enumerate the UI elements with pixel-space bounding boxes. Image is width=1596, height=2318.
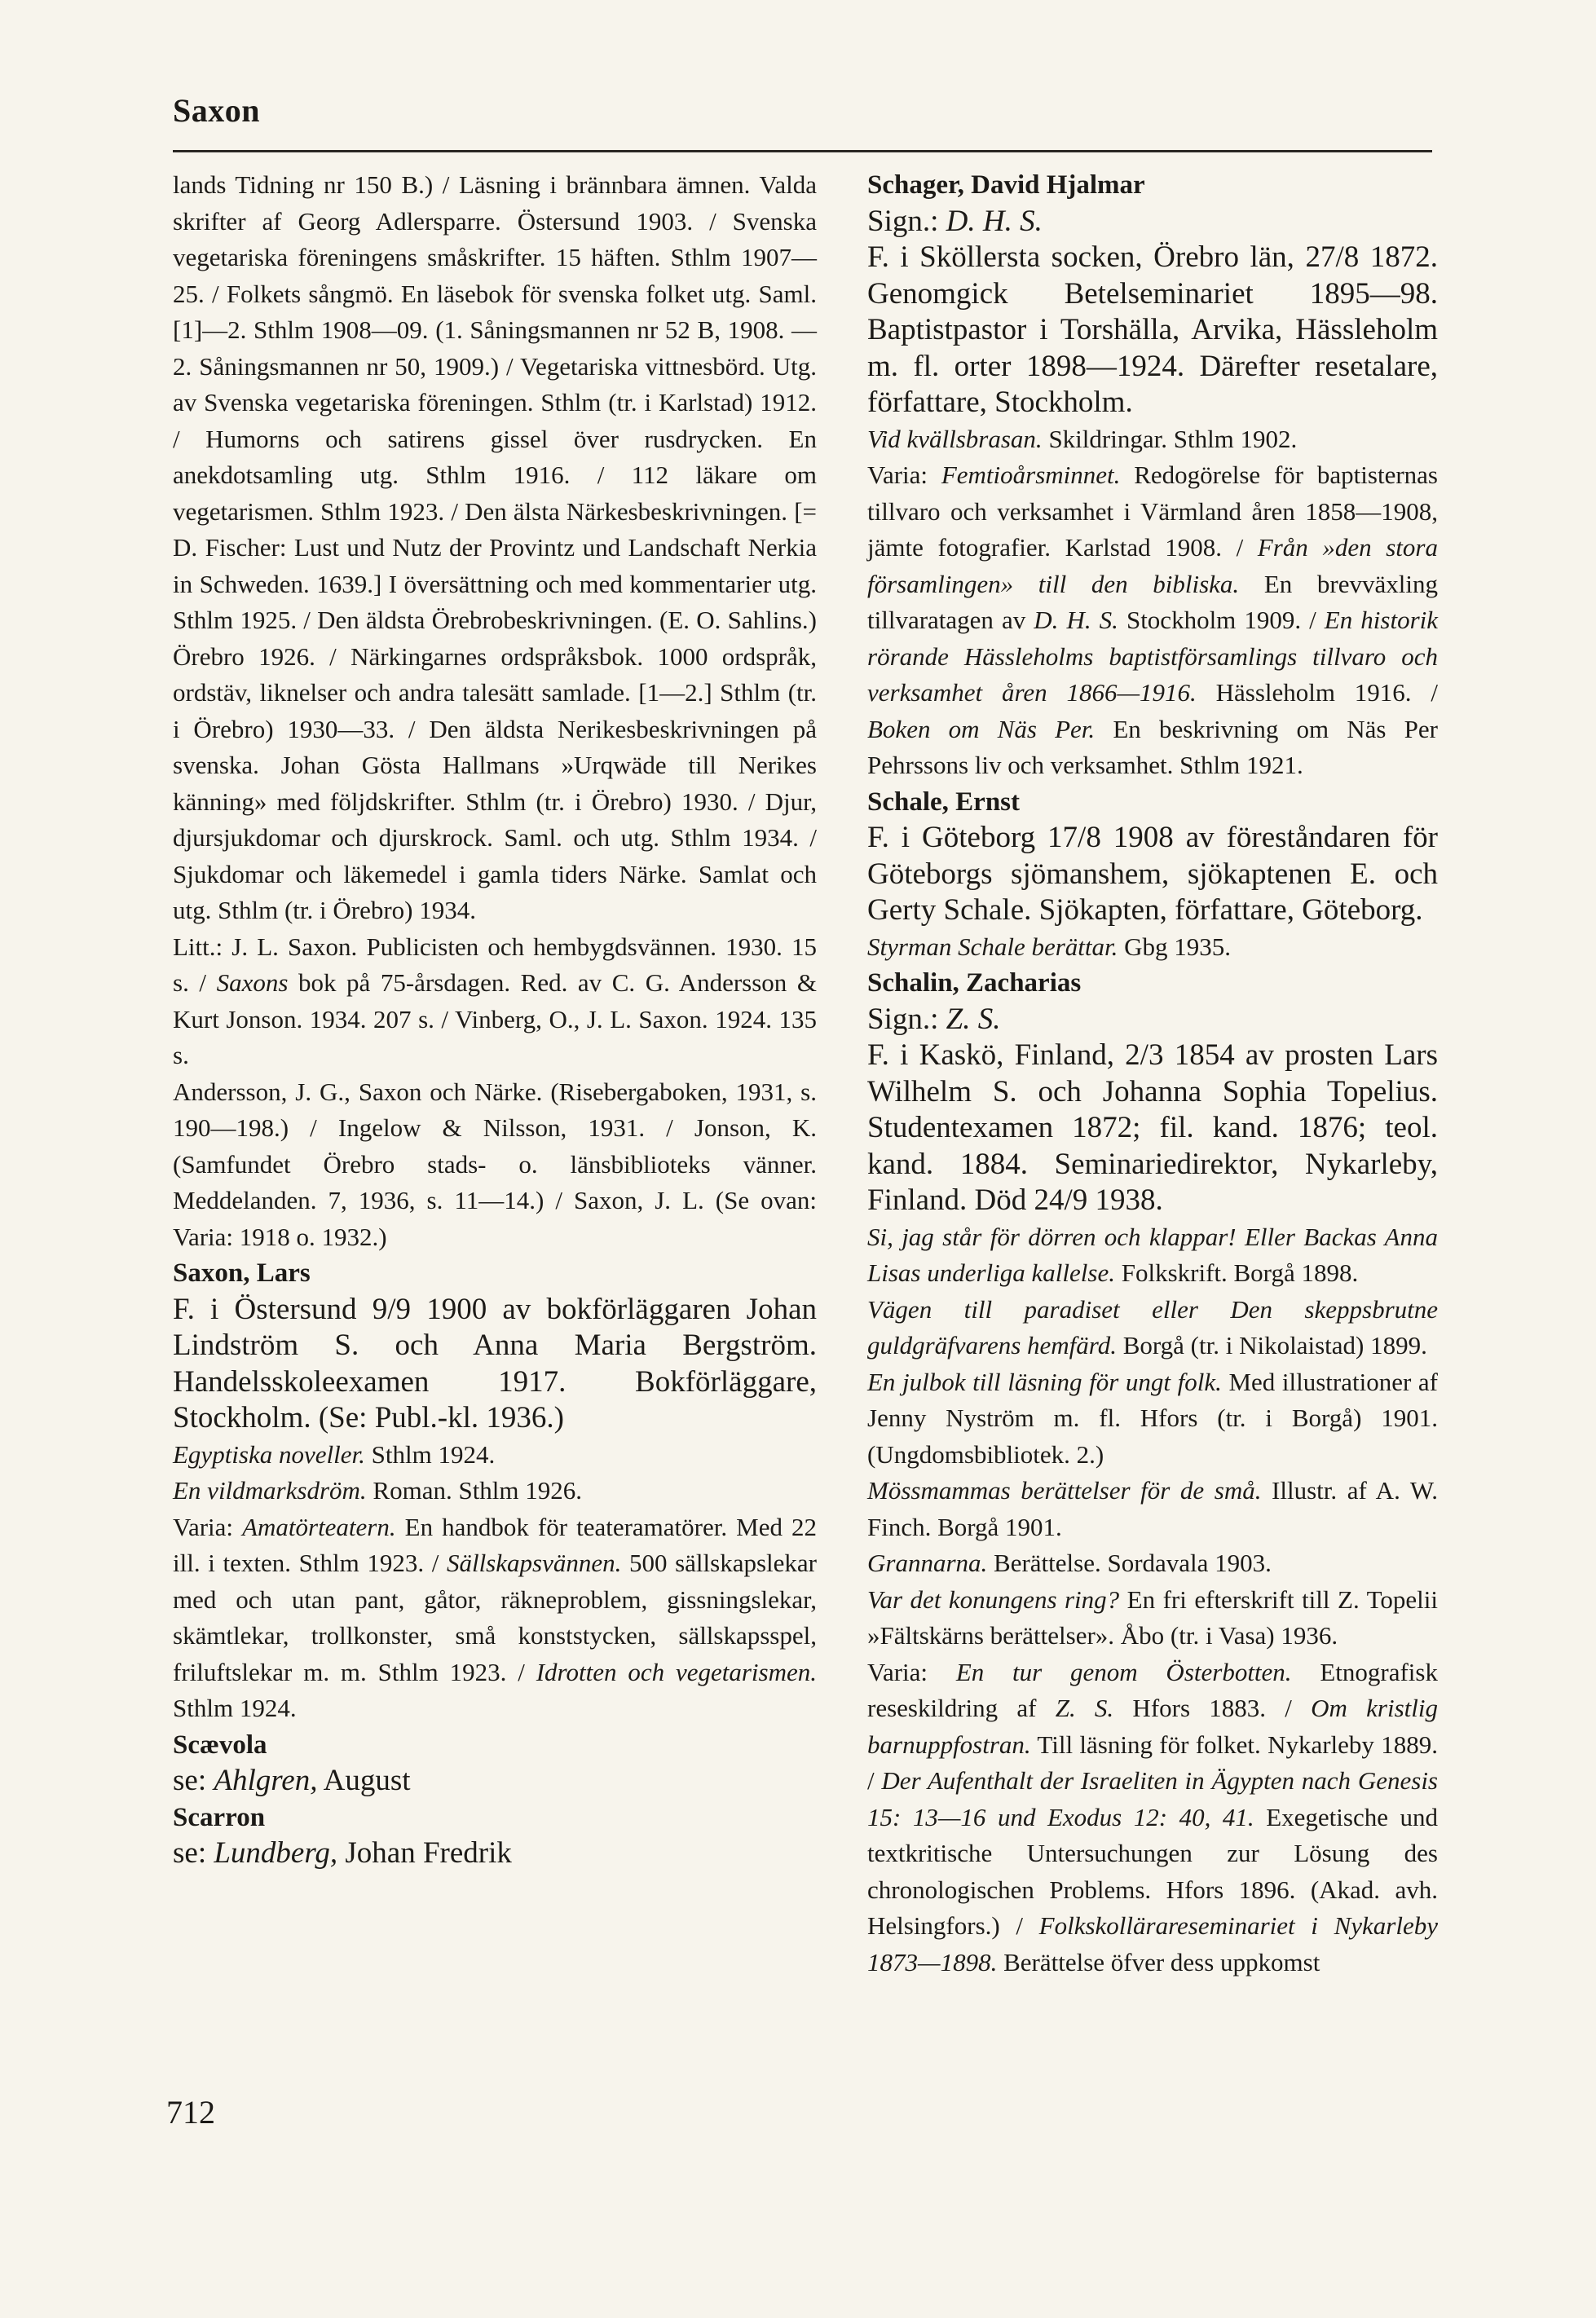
entry-bibliography: lands Tidning nr 150 B.) / Läsning i brännbara ämnen. Valda skrifter af Georg Adlersparre. Östersund 1903. / Svenska vegetariska föreningens småskrifter. 15 häften. Sthlm 1907—25. / Folkets sångmö. En läsebok för svenska folket utg. Saml. [1]—2. Sthlm 1908—09. (1. Såningsmannen nr 52 B, 1908. — 2. Såningsmannen nr 50, 1909.) / Vegetariska vittnesbörd. Utg. av Svenska vegetariska föreningen. Sthlm (tr. i Karlstad) 1912. / Humorns och satirens gissel över rusdrycken. En anekdotsamling utg. Sthlm 1916. / 112 läkare om vegetarismen. Sthlm 1923. / Den älsta Närkesbeskrivningen. [= D. Fischer: Lust und Nutz der Provintz und Landschaft Nerkia in Schweden. 1639.] I översättning och med kommentarier utg. Sthlm 1925. / Den äldsta Örebrobeskrivningen. (E. O. Sahlins.) Örebro 1926. / Närkingarnes ordspråksbok. 1000 ordspråk, ordstäv, liknelser och andra talesätt samlade. [1—2.] Sthlm (tr. i Örebro) 1930—33. / Den äldsta Nerikesbeskrivningen på svenska. Johan Gösta Hallmans »Urqwäde till Nerikes känning» med följdskrifter. Sthlm (tr. i Örebro) 1930. / Djur, djursjukdomar och djurskrock. Saml. och utg. Sthlm 1934. / Sjukdomar och läkemedel i gamla tiders Närke. Samlat och utg. Sthlm (tr. i Örebro) 1934. <box>173 170 817 924</box>
entry-headword: Schalin, Zacharias <box>867 968 1082 998</box>
entry-headword: Schale, Ernst <box>867 787 1021 817</box>
right-column <box>867 167 1438 1981</box>
entry-bibliography: Styrman Schale berättar. Gbg 1935. <box>867 932 1232 961</box>
entry-bibliography: Mössmammas berättelser för de små. Illustr. af A. W. Finch. Borgå 1901. <box>867 1476 1439 1541</box>
entry-bibliography: Var det konungens ring? En fri efterskrift till Z. Topelii »Fältskärns berättelser». Åbo (tr. i Vasa) 1936. <box>867 1584 1439 1650</box>
entry-bibliography: Vägen till paradiset eller Den skeppsbrutne guldgräfvarens hemfärd. Borgå (tr. i Nikolaistad) 1899. <box>867 1294 1438 1360</box>
entry-bibliography: Varia: En tur genom Österbotten. Etnografisk reseskildring af Z. S. Hfors 1883. / Om kristlig barnuppfostran. Till läsning för folket. Nykarleby 1889. / Der Aufenthalt der Israeliten in Ägypten nach Genesis 15: 13—16 und Exodus 12: 40, 41. Exegetische und textkritische Untersuchungen zur Lösung des chronologischen Problems. Hfors 1896. (Akad. avh. Helsingfors.) / Folkskollärareseminariet i Nykarleby 1873—1898. Berättelse öfver dess uppkomst <box>867 1657 1439 1976</box>
entry-bibliography: Litt.: J. L. Saxon. Publicisten och hembygdsvännen. 1930. 15 s. / Saxons bok på 75-årsdagen. Red. av C. G. Andersson & Kurt Jonson. 1934. 207 s. / Vinberg, O., J. L. Saxon. 1924. 135 s. <box>173 932 817 1069</box>
entry-bibliography: Varia: Amatörteatern. En handbok för teateramatörer. Med 22 ill. i texten. Sthlm 1923. / Sällskapsvännen. 500 sällskapslekar med och utan pant, gåtor, räkneproblem, gissningslekar, skämtlekar, trollkonster, små konststycken, sällskapsspel, friluftslekar m. m. Sthlm 1923. / Idrotten och vegetarismen. Sthlm 1924. <box>173 1512 818 1722</box>
entry-biography: F. i Östersund 9/9 1900 av bokförläggaren Johan Lindström S. och Anna Maria Bergström. Handelsskoleexamen 1917. Bokförläggare, Stockholm. (Se: Publ.-kl. 1936.) <box>173 1292 817 1434</box>
page-number: 712 <box>166 2094 215 2131</box>
entry-biography: F. i Sköllersta socken, Örebro län, 27/8 1872. Genomgick Betelseminariet 1895—98. Baptistpastor i Torshälla, Arvika, Hässleholm m. fl. orter 1898—1924. Därefter resetalare, författare, Stockholm. <box>867 240 1438 419</box>
entry-bibliography: Andersson, J. G., Saxon och Närke. (Risebergaboken, 1931, s. 190—198.) / Ingelow & Nilsson, 1931. / Jonson, K. (Samfundet Örebro stads- o. länsbiblioteks vänner. Meddelanden. 7, 1936, s. 11—14.) / Saxon, J. L. (Se ovan: Varia: 1918 o. 1932.) <box>173 1077 817 1251</box>
entry-bibliography: En vildmarksdröm. Roman. Sthlm 1926. <box>173 1476 583 1505</box>
entry-bibliography: Varia: Femtioårsminnet. Redogörelse för baptisternas tillvaro och verksamhet i Värmland åren 1858—1908, jämte fotografier. Karlstad 1908. / Från »den stora församlingen» till den bibliska. En brevväxling tillvaratagen av D. H. S. Stockholm 1909. / En historik rörande Hässleholms baptistförsamlings tillvaro och verksamhet åren 1866—1916. Hässleholm 1916. / Boken om Näs Per. En beskrivning om Näs Per Pehrssons liv och verksamhet. Sthlm 1921. <box>867 461 1439 779</box>
entry-headword: Schager, David Hjalmar <box>867 170 1145 200</box>
entry-bibliography: Si, jag står för dörren och klappar! Eller Backas Anna Lisas underliga kallelse. Folkskrift. Borgå 1898. <box>867 1222 1438 1287</box>
left-column <box>173 167 817 1872</box>
entry-biography: F. i Kaskö, Finland, 2/3 1854 av prosten Lars Wilhelm S. och Johanna Sophia Topelius. Studentexamen 1872; fil. kand. 1876; teol. kand. 1884. Seminariedirektor, Nykarleby, Finland. Död 24/9 1938. <box>867 1038 1438 1217</box>
entry-bibliography: Vid kvällsbrasan. Skildringar. Sthlm 1902. <box>867 424 1298 453</box>
entry-biography: Sign.: Z. S. <box>867 1002 1001 1036</box>
entry-headword: Scarron <box>173 1802 266 1832</box>
entry-bibliography: En julbok till läsning för ungt folk. Med illustrationer af Jenny Nyström m. fl. Hfors (tr. i Borgå) 1901. (Ungdomsbibliotek. 2.) <box>867 1367 1439 1469</box>
entry-biography: F. i Göteborg 17/8 1908 av föreståndaren för Göteborgs sjömanshem, sjökaptenen E. och Gerty Schale. Sjökapten, författare, Göteborg. <box>867 821 1438 927</box>
cross-reference: se: Lundberg, Johan Fredrik <box>173 1836 512 1870</box>
cross-reference: se: Ahlgren, August <box>173 1764 411 1797</box>
running-head: Saxon <box>173 92 260 129</box>
entry-headword: Saxon, Lars <box>173 1258 311 1288</box>
entry-bibliography: Grannarna. Berättelse. Sordavala 1903. <box>867 1549 1272 1577</box>
entry-biography: Sign.: D. H. S. <box>867 204 1043 238</box>
entry-bibliography: Egyptiska noveller. Sthlm 1924. <box>173 1439 496 1469</box>
header-rule <box>173 150 1432 152</box>
entry-headword: Scævola <box>173 1730 267 1760</box>
